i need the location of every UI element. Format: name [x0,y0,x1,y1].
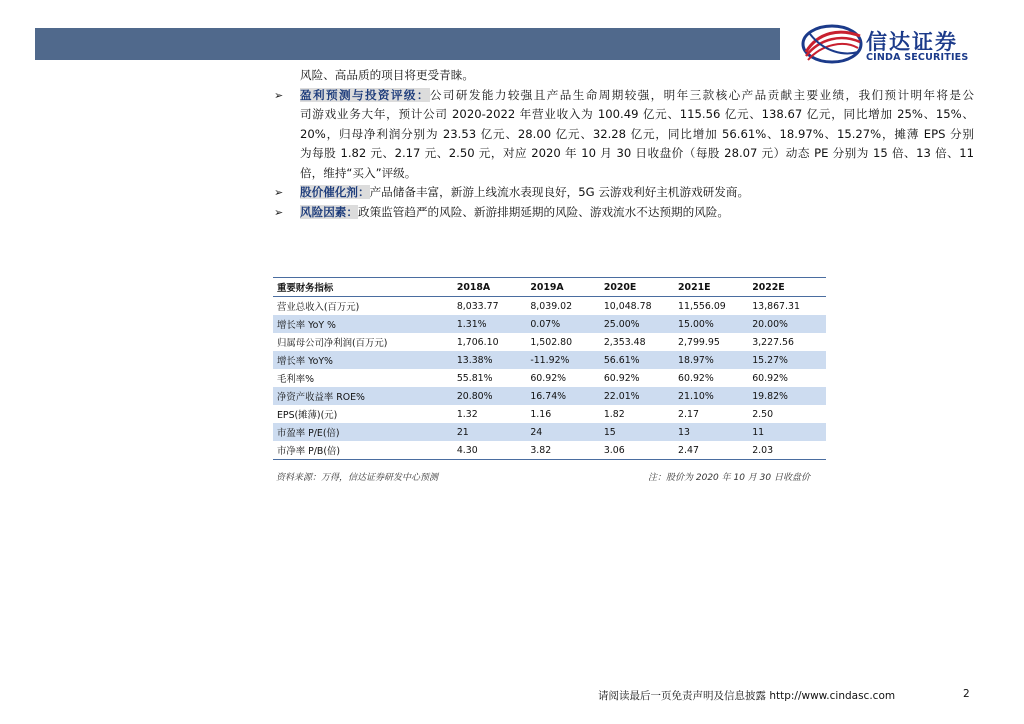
table-header-cell: 2022E [748,278,826,297]
profit-text: 公司研发能力较强且产品生命周期较强，明年三款核心产品贡献主要业绩，我们预计明年将是公 [429,87,974,102]
table-cell: 2.50 [748,405,826,423]
paragraph-line [274,183,974,203]
table-header-cell: 2020E [600,278,674,297]
table-cell: 60.92% [748,369,826,387]
table-header-cell: 重要财务指标 [273,278,453,297]
table-row-label: 毛利率% [273,369,453,387]
paragraph-line: 20%，归母净利润分别为 23.53 亿元、28.00 亿元、32.28 亿元，同比增加 56.61%、18.97%、15.27%，摊薄 EPS 分别 [300,126,974,141]
table-row [273,387,826,405]
table-cell: 1,706.10 [453,333,527,351]
table-cell: 56.61% [600,351,674,369]
logo-english-name: CINDA SECURITIES [866,52,969,63]
page-number: 2 [963,688,970,700]
table-cell: 2.47 [674,441,748,460]
table-cell: 10,048.78 [600,297,674,316]
table-cell: 18.97% [674,351,748,369]
arrow-bullet-icon: ➢ [274,186,284,199]
paragraph-line: 为每股 1.82 元、2.17 元、2.50 元，对应 2020 年 10 月 30 日收盘价（每股 28.07 元）动态 PE 分别为 15 倍、13 倍、11 [300,146,974,160]
table-cell: 15 [600,423,674,441]
table-cell: 20.00% [748,315,826,333]
paragraph-line [274,86,974,106]
table-cell: 22.01% [600,387,674,405]
risk-bullet [274,203,974,223]
table-cell: 25.00% [600,315,674,333]
table-header-cell: 2019A [526,278,600,297]
table-cell: 13 [674,423,748,441]
table-cell: 8,033.77 [453,297,527,316]
table-cell: 1,502.80 [526,333,600,351]
table-row [273,423,826,441]
paragraph-line [274,203,974,223]
table-header-row [273,278,826,297]
arrow-bullet-icon: ➢ [274,205,284,219]
table-cell: 1.82 [600,405,674,423]
table-cell: 11,556.09 [674,297,748,316]
table-cell: 60.92% [600,369,674,387]
table-cell: 1.16 [526,405,600,423]
table-cell: 60.92% [526,369,600,387]
report-body [274,66,974,222]
table-row-label: 净资产收益率 ROE% [273,387,453,405]
risk-label: 风险因素： [300,204,358,219]
table-cell: 24 [526,423,600,441]
table-cell: 20.80% [453,387,527,405]
risk-text: 政策监管趋严的风险、新游排期延期的风险、游戏流水不达预期的风险。 [357,204,729,219]
table-cell: 2.17 [674,405,748,423]
table-row [273,441,826,460]
table-cell: -11.92% [526,351,600,369]
table-cell: 21.10% [674,387,748,405]
table-cell: 0.07% [526,315,600,333]
table-row-label: 市盈率 P/E(倍) [273,423,453,441]
table-row-label: 归属母公司净利润(百万元) [273,333,453,351]
table-cell: 2.03 [748,441,826,460]
arrow-bullet-icon: ➢ [274,88,284,102]
catalyst-bullet [274,183,974,203]
table-cell: 3.82 [526,441,600,460]
table-row-label: EPS(摊薄)(元) [273,405,453,423]
table-source: 资料来源：万得，信达证券研发中心预测 [276,473,439,483]
table-row [273,351,826,369]
footer-disclaimer: 请阅读最后一页免责声明及信息披露 http://www.cindasc.com [598,690,896,702]
table-row-label: 市净率 P/B(倍) [273,441,453,460]
table-note: 注：股价为 2020 年 10 月 30 日收盘价 [648,473,810,483]
table-row-label: 营业总收入(百万元) [273,297,453,316]
table-cell: 1.31% [453,315,527,333]
table-cell: 13,867.31 [748,297,826,316]
table-row-label: 增长率 YoY% [273,351,453,369]
paragraph-line: 司游戏业务大年，预计公司 2020-2022 年营业收入为 100.49 亿元、115.56 亿元、138.67 亿元，同比增加 25%、15%、 [300,107,974,121]
profit-forecast-label: 盈利预测与投资评级： [300,87,430,102]
table-cell: 21 [453,423,527,441]
table-cell: 60.92% [674,369,748,387]
table-cell: 11 [748,423,826,441]
table-row [273,369,826,387]
profit-forecast-bullet [274,86,974,184]
table-row [273,315,826,333]
catalyst-label: 股价催化剂： [300,185,370,199]
financial-table [273,277,826,460]
cinda-logo-icon [800,22,864,66]
header-band [35,28,780,60]
logo-chinese-name: 信达证券 [866,30,958,54]
table-cell: 3,227.56 [748,333,826,351]
table-cell: 16.74% [526,387,600,405]
table-cell: 2,353.48 [600,333,674,351]
table-cell: 15.27% [748,351,826,369]
table-row-label: 增长率 YoY % [273,315,453,333]
table-row [273,297,826,316]
cinda-logo [800,22,990,66]
table-cell: 2,799.95 [674,333,748,351]
table-cell: 8,039.02 [526,297,600,316]
table-cell: 19.82% [748,387,826,405]
table-cell: 4.30 [453,441,527,460]
table-row [273,333,826,351]
table-cell: 3.06 [600,441,674,460]
table-row [273,405,826,423]
table-cell: 55.81% [453,369,527,387]
paragraph-line: 风险、高品质的项目将更受青睐。 [300,68,474,82]
table-cell: 1.32 [453,405,527,423]
table-header-cell: 2021E [674,278,748,297]
table-cell: 15.00% [674,315,748,333]
paragraph-line: 倍，维持“买入”评级。 [300,165,417,180]
catalyst-text: 产品储备丰富，新游上线流水表现良好，5G 云游戏利好主机游戏研发商。 [369,185,750,199]
table-cell: 13.38% [453,351,527,369]
table-header-cell: 2018A [453,278,527,297]
